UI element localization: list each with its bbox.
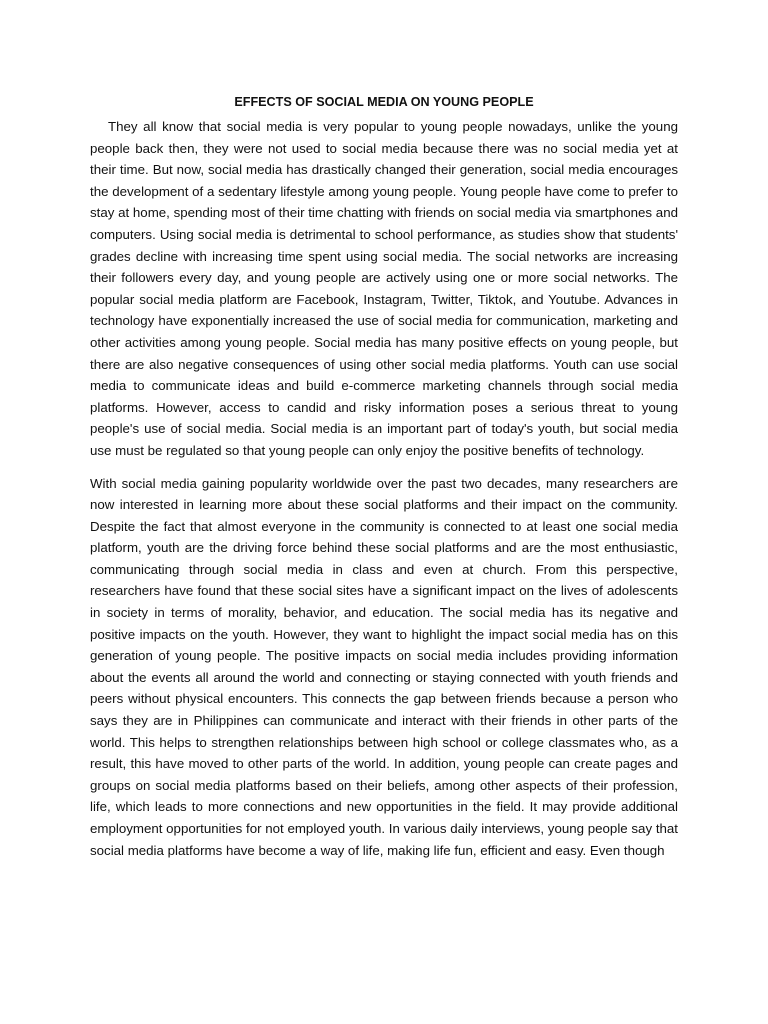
paragraph-2: With social media gaining popularity worldwide over the past two decades, many researchers are now interested in learning more about these social platforms and their impact on the community. Despite the fact that almost everyone in the community is connected to at least one social media platform, youth are the driving force behind these social platforms and are the most enthusiastic, communicating through social media in class and even at church. From this perspective, researchers have found that these social sites have a significant impact on the lives of adolescents in society in terms of morality, behavior, and education. The social media has its negative and positive impacts on the youth. However, they want to highlight the impact social media has on this generation of young people. The positive impacts on social media includes providing information about the events all around the world and connecting or staying connected with youth friends and peers without physical encounters. This connects the gap between friends because a person who says they are in Philippines can communicate and interact with their friends in other parts of the world. This helps to strengthen relationships between high school or college classmates who, as a result, this have moved to other parts of the world. In addition, young people can create pages and groups on social media platforms based on their beliefs, among other aspects of their profession, life, which leads to more connections and new opportunities in the field. It may provide additional employment opportunities for not employed youth. In various daily interviews, young people say that social media platforms have become a way of life, making life fun, efficient and easy. Even though (90, 475, 678, 858)
document-page (90, 92, 678, 872)
paragraph-1: They all know that social media is very popular to young people nowadays, unlike the young people back then, they were not used to social media because there was no social media yet at their time. But now, social media has drastically changed their generation, social media encourages the development of a sedentary lifestyle among young people. Young people have come to prefer to stay at home, spending most of their time chatting with friends on social media via smartphones and computers. Using social media is detrimental to school performance, as studies show that students' grades decline with increasing time spent using social media. The social networks are increasing their followers every day, and young people are actively using one or more social networks. The popular social media platform are Facebook, Instagram, Twitter, Tiktok, and Youtube. Advances in technology have exponentially increased the use of social media for communication, marketing and other activities among young people. Social media has many positive effects on young people, but there are also negative consequences of using other social media platforms. Youth can use social media to communicate ideas and build e-commerce marketing channels through social media platforms. However, access to candid and risky information poses a serious threat to young people's use of social media. Social media is an important part of today's youth, but social media use must be regulated so that young people can only enjoy the positive benefits of technology. (90, 119, 678, 458)
document-title: EFFECTS OF SOCIAL MEDIA ON YOUNG PEOPLE (234, 95, 534, 109)
